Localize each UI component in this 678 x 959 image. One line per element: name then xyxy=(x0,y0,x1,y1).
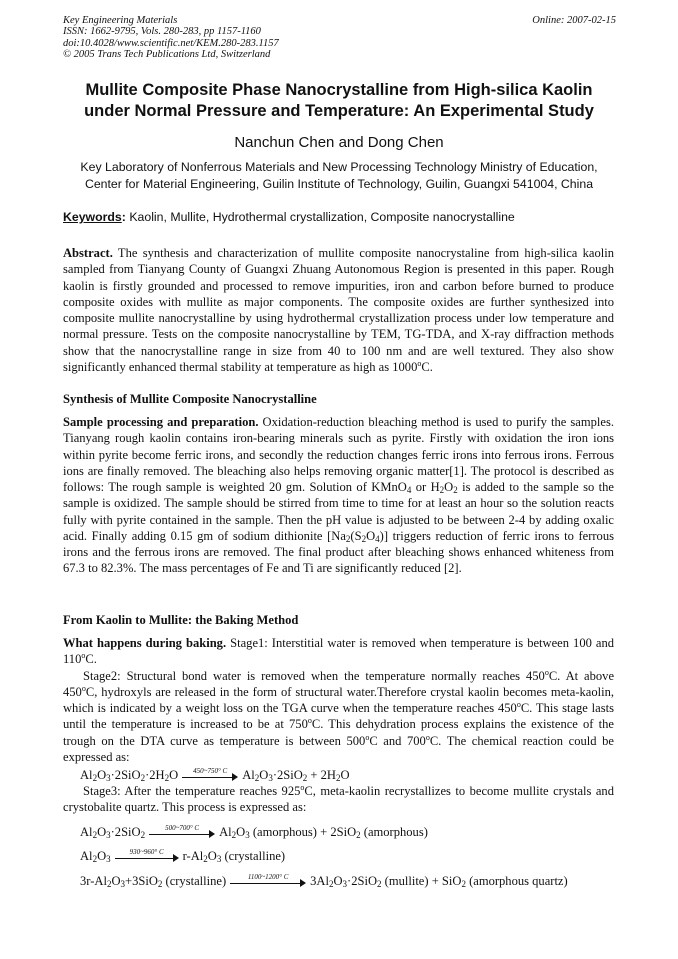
body-text: C. This dehydration process explains the existence of the trough on the DTA curve as temperature is between 500 xyxy=(63,717,614,748)
abstract-text: The synthesis and characterization of mullite composite nanocrystaline from high-silica kaolin sampled from Tianyang County of Guangxi Zhuang Autonomous Region is presented in this paper. Rough kaolin is firstly grounded and processed to remove impurities, iron and carbon before burned to produce composite oxides with mullite as major components. The composite oxides are further synthesized into composite mullite nanocrystalline by using hydrothermal crystallization process under low temperature and normal pressure. Tests on the composite nanocrystalline by TEM, TG-TDA, and X-ray diffraction methods show that the nanocrystalline range in size from 40 to 100 nm and are well textured. They also show significantly enhanced thermal stability at temperature as high as 1000 xyxy=(63,246,615,374)
section-baking-body: What happens during baking. Stage1: Interstitial water is removed when temperature is between 100 and 110$^o$C. Stage2: Structural bond water is removed when the temperature normally reaches 450$^o$C. At above 450$^o$C, hydroxyls are released in the form of structural water.Therefore crystal kaolin becomes meta-kaolin, which is indicated by a weight loss on the TGA curve when the temperature reaches 450$^o$C. This stage lasts until the temperature is increased to be at 750$^o$C. This dehydration process explains the existence of the trough on the DTA curve as temperature is between 500$^o$C and 700$^o$C. The chemical reaction could be expressed as: xyxy=(63,636,615,764)
reaction-condition: 1100~1200° C xyxy=(247,873,289,882)
reaction-arrow xyxy=(230,875,306,889)
affiliation xyxy=(40,159,638,192)
body-text: C. This stage lasts until the temperature is increased to be at 750 xyxy=(63,701,614,732)
body-text: C, meta-kaolin recrystallizes to become mullite crystals and crystobalite quartz. This process is expressed as: xyxy=(63,784,614,815)
reaction-arrow xyxy=(149,826,215,840)
reaction-arrow xyxy=(115,850,179,864)
keywords: Keywords: Kaolin, Mullite, Hydrothermal crystallization, Composite nanocrystalline xyxy=(63,210,515,224)
body-text: )] triggers reduction of ferric irons to ferrous irons and the ferrous irons are removed. The final product after bleaching shows enhanced whiteness from 67.3 to 82.3%. The mass percentages of Fe and Ti are significantly reduced [2]. xyxy=(63,528,614,576)
body-text: C. The chemical reaction could be expressed as: xyxy=(63,733,614,764)
affiliation-line-1: Key Laboratory of Nonferrous Materials and New Processing Technology Ministry of Education, xyxy=(80,160,598,174)
body-text: O xyxy=(366,528,376,543)
equation-text: +3SiO xyxy=(125,874,158,888)
equation-text: (crystalline) xyxy=(221,849,286,863)
reaction-condition: 930~960° C xyxy=(129,848,164,857)
reaction-condition: 500~700° C xyxy=(165,824,200,833)
title-line-2: under Normal Pressure and Temperature: An Experimental Study xyxy=(84,102,594,120)
affiliation-line-2: Center for Material Engineering, Guilin Institute of Technology, Guilin, Guangxi 541004, China xyxy=(84,176,594,191)
equation-text: (mullite) + SiO xyxy=(381,874,462,888)
keywords-text: Kaolin, Mullite, Hydrothermal crystallization, Composite nanocrystalline xyxy=(129,210,515,224)
paragraph-lead: Sample processing and preparation. xyxy=(63,415,259,429)
journal-header xyxy=(63,15,616,61)
paper-title xyxy=(40,80,638,122)
equation-3: $Al_2O_3$ 930~960° C $r-Al_2O_3$ (crystalline) xyxy=(80,848,285,864)
body-text: Oxidation-reduction bleaching method is used to purify the samples. Tianyang rough kaolin contains iron-bearing minerals such as pyrite. Firstly with oxidation the iron ions within pyrite become ferric irons, and secondly the reduction changes ferric irons into ferrous irons. Ferrous ions are finally removed. The bleaching also helps removing organic matter[1]. The protocol is described as follows: The rough sample is weighted 20 gm. Solution of KMnO xyxy=(63,415,614,494)
body-text: Stage3: After the temperature reaches 925 xyxy=(83,784,301,798)
equation-text: (amorphous) + 2SiO xyxy=(252,825,357,839)
abstract-label: Abstract. xyxy=(63,246,113,260)
body-text: O xyxy=(444,480,454,494)
reaction-condition: 450~750° C xyxy=(193,767,228,776)
section-heading-synthesis: Synthesis of Mullite Composite Nanocrystalline xyxy=(63,392,317,406)
section-synthesis-body: Sample processing and preparation. Oxidation-reduction bleaching method is used to purify the samples. Tianyang rough kaolin contains iron-bearing minerals such as pyrite. Firstly with oxidation the iron ions within pyrite become ferric irons, and secondly the reduction changes ferric irons into ferrous irons. Ferrous ions are finally removed. The bleaching also helps removing organic matter[1]. The protocol is described as follows: The rough sample is weighted 20 gm. Solution of KMnO$_4$ or $H_2O_2$ is added to the sample so the sample is oxidized. The sample should be stirred from time to time for at least an hour so the solution reacts fully with pyrite contained in the sample. Then the pH value is adjusted to be between 2-4 by adding oxalic acid. Finally adding 0.15 gm of sodium dithionite $[Na_2(S_2O_4)]$ triggers reduction of ferric irons to ferrous irons and the ferrous irons are removed. The final product after bleaching shows enhanced whiteness from 67.3 to 82.3%. The mass percentages of Fe and Ti are significantly reduced [2]. xyxy=(63,415,614,576)
abstract-end: C. xyxy=(421,359,433,374)
body-text: C and 700 xyxy=(369,733,426,748)
copyright: © 2005 Trans Tech Publications Ltd, Switzerland xyxy=(63,49,271,61)
body-text: (S xyxy=(350,528,362,543)
authors: Nanchun Chen and Dong Chen xyxy=(234,134,444,151)
body-text: or H xyxy=(411,480,440,494)
section-heading-baking: From Kaolin to Mullite: the Baking Method xyxy=(63,613,299,627)
reaction-arrow xyxy=(182,769,238,783)
equation-2: $Al_2O_3\cdot 2SiO_2$ 500~700° C $Al_2O_3$ (amorphous) + 2SiO$_2$ (amorphous) xyxy=(80,824,428,840)
equation-text: 3r-Al xyxy=(80,874,107,888)
doi: doi:10.4028/www.scientific.net/KEM.280-283.1157 xyxy=(63,37,279,49)
body-text: Stage1: Interstitial water is removed when temperature is between 100 and 110 xyxy=(63,636,615,667)
journal-name: Key Engineering Materials xyxy=(63,15,178,26)
equation-1: $Al_2O_3\cdot 2SiO_2\cdot 2H_2O$ 450~750° C $Al_2O_3\cdot 2SiO_2 + 2H_2O$ xyxy=(80,767,350,783)
body-text: C, hydroxyls are released in the form of structural water.Therefore crystal kaolin becomes meta-kaolin, which is indicated by a weight loss on the TGA curve when the temperature reaches 450 xyxy=(63,684,614,715)
equation-text: (amorphous quartz) xyxy=(465,874,568,888)
body-text: Stage2: Structural bond water is removed when the temperature normally reaches 450 xyxy=(83,668,545,683)
equation-text: (crystalline) xyxy=(162,874,227,888)
paragraph-lead: What happens during baking. xyxy=(63,636,227,650)
body-text: is added to the sample so the sample is oxidized. The sample should be stirred from time to time for at least an hour so the solution reacts fully with pyrite contained in the sample. Then the pH value is adjusted to be between 2-4 by adding oxalic acid. Finally adding 0.15 gm of sodium dithionite [Na xyxy=(63,480,614,543)
title-line-1: Mullite Composite Phase Nanocrystalline from High-silica Kaolin xyxy=(85,81,593,99)
abstract: Abstract. The synthesis and characterization of mullite composite nanocrystaline from high-silica kaolin sampled from Tianyang County of Guangxi Zhuang Autonomous Region is presented in this paper. Rough kaolin is firstly grounded and processed to remove impurities, iron and carbon before burned to produce composite oxides with mullite as major components. The composite oxides are further synthesized into composite mullite nanocrystalline by using hydrothermal crystallization process under low temperature and normal pressure. Tests on the composite nanocrystalline by TEM, TG-TDA, and X-ray diffraction methods show that the nanocrystalline range in size from 40 to 100 nm and are well textured. They also show significantly enhanced thermal stability at temperature as high as 1000$^o$C. xyxy=(63,246,615,374)
online-date: Online: 2007-02-15 xyxy=(532,15,616,26)
equation-4: $3r-Al_2O_3+3SiO_2$ (crystalline) 1100~1200° C $3Al_2O_3\cdot 2SiO_2$ (mullite) + SiO$_2$ (amorphous quartz) xyxy=(80,873,568,889)
body-text: C. xyxy=(85,652,97,667)
issn: ISSN: 1662-9795, Vols. 280-283, pp 1157-1160 xyxy=(63,26,261,38)
equation-text: (amorphous) xyxy=(360,825,428,839)
body-text: C. At above 450 xyxy=(63,668,615,699)
stage3-paragraph: Stage3: After the temperature reaches 925$^o$C, meta-kaolin recrystallizes to become mullite crystals and crystobalite quartz. This process is expressed as: xyxy=(63,783,614,815)
keywords-label: Keywords xyxy=(63,210,122,224)
